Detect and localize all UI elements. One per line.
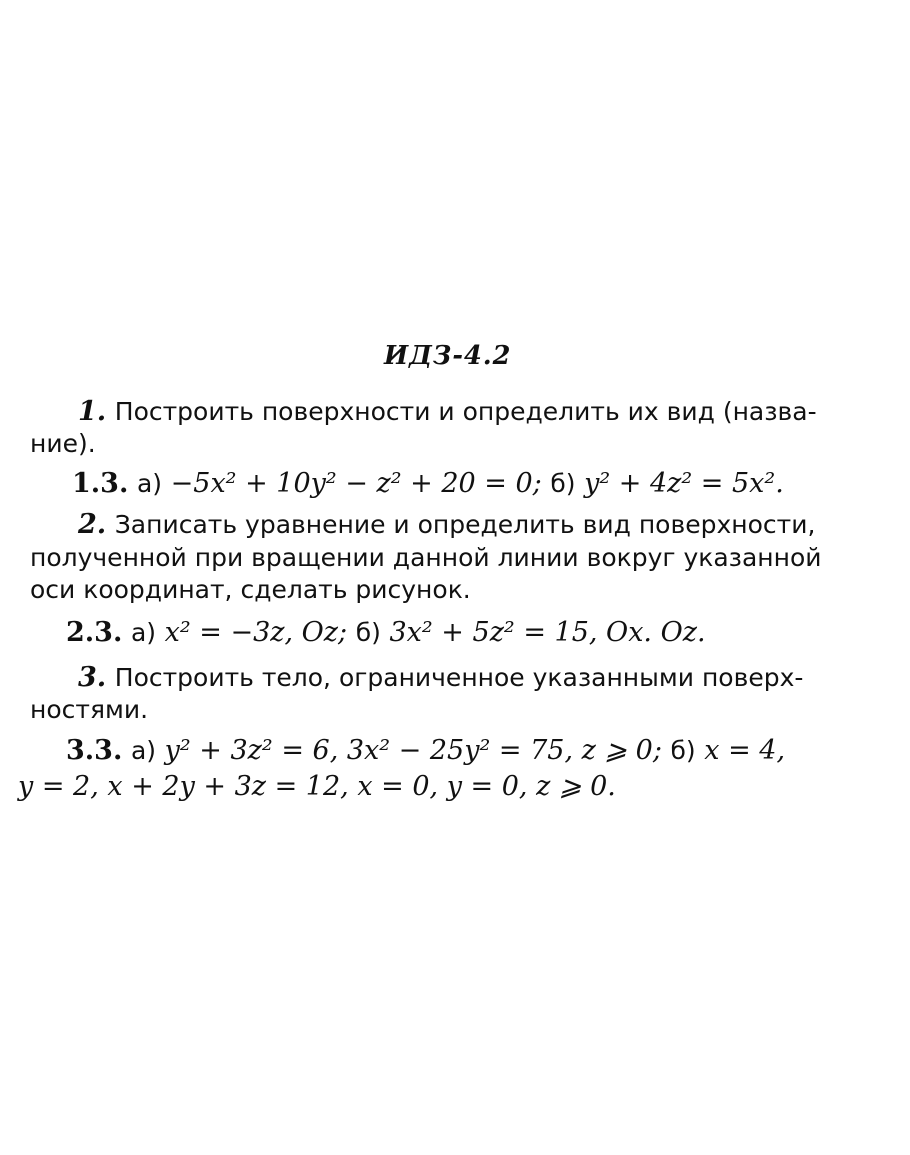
task3-text-line1: Построить тело, ограниченное указанными поверх- <box>114 663 804 692</box>
task1-text-line1: Построить поверхности и определить их вид (назва- <box>114 397 817 426</box>
task1-line1 <box>78 398 817 425</box>
task2-equations <box>66 619 706 646</box>
task3-part-b-equation-line1: x = 4, <box>704 735 786 766</box>
task1-number: 1. <box>78 396 107 427</box>
task2-line2 <box>30 544 822 571</box>
task3-part-b-label: б) <box>670 736 696 765</box>
task2-line1 <box>78 511 815 538</box>
task3-variant: 3.3. <box>66 735 123 766</box>
task2-text-line1: Записать уравнение и определить вид поверхности, <box>114 510 816 539</box>
task2-text-line2: полученной при вращении данной линии вокруг указанной <box>30 543 822 572</box>
task2-variant: 2.3. <box>66 617 123 648</box>
task3-equations-continued <box>18 773 616 800</box>
task1-part-b-label: б) <box>550 469 576 498</box>
task2-line3 <box>30 576 471 603</box>
task3-part-a-equation: y² + 3z² = 6, 3x² − 25y² = 75, z ⩾ 0; <box>164 735 662 766</box>
task1-part-a-label: а) <box>136 469 163 498</box>
task2-number: 2. <box>78 509 107 540</box>
task3-number: 3. <box>78 662 107 693</box>
task1-text-line2: ние). <box>30 429 96 458</box>
task1-part-a-equation: −5x² + 10y² − z² + 20 = 0; <box>170 468 542 499</box>
task2-text-line3: оси координат, сделать рисунок. <box>30 575 471 604</box>
task3-line1 <box>78 664 803 691</box>
task3-part-a-label: а) <box>130 736 157 765</box>
task3-part-b-equation-line2: y = 2, x + 2y + 3z = 12, x = 0, y = 0, z ⩾ 0. <box>18 771 616 802</box>
task3-line2 <box>30 696 148 723</box>
task1-line2 <box>30 430 96 457</box>
task1-equations <box>72 470 784 497</box>
task3-equations <box>66 737 785 764</box>
task1-variant: 1.3. <box>72 468 129 499</box>
task2-part-a-equation: x² = −3z, Oz; <box>164 617 348 648</box>
document-title: ИДЗ-4.2 <box>384 341 512 371</box>
task2-part-a-label: а) <box>130 618 157 647</box>
task1-part-b-equation: y² + 4z² = 5x². <box>584 468 784 499</box>
task3-text-line2: ностями. <box>30 695 149 724</box>
task2-part-b-equation: 3x² + 5z² = 15, Ox. Oz. <box>389 617 706 648</box>
task2-part-b-label: б) <box>355 618 381 647</box>
